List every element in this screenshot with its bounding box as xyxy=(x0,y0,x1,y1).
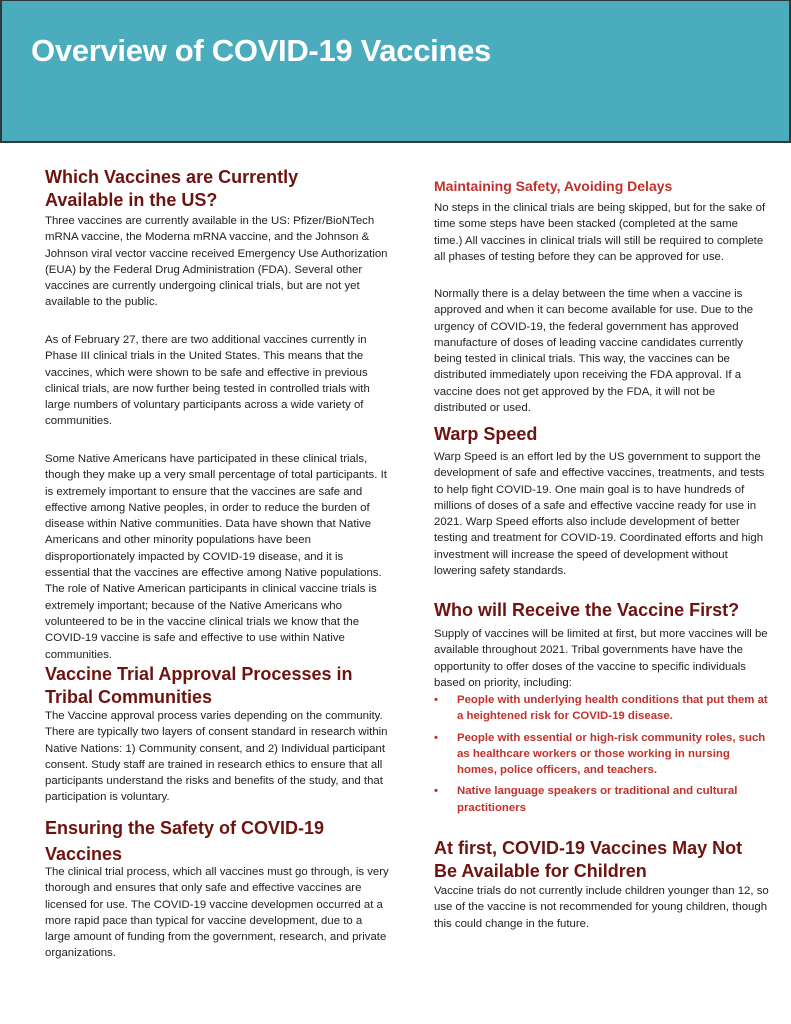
bullet-icon: • xyxy=(434,694,438,706)
warp-speed-para: Warp Speed is an effort led by the US government to support the development of safe and effective vaccines, treatments, and tests to help fight COVID-19. One main goal is to have hundreds of millions of doses of a safe and effective vaccine ready for use in 2021. Warp Speed efforts also include development of better testing and treatment for COVID-19. Coordinated efforts and high investment will increase the speed of development without lowering safety standards. xyxy=(434,451,765,578)
heading-warp-speed: Warp Speed xyxy=(434,424,538,444)
maintaining-safety-para-1: No steps in the clinical trials are being skipped, but for the sake of time some steps have been stacked (completed at the same time.) All vaccines in clinical trials will still be required to complete all phases of testing before they can be approved for use. xyxy=(434,202,766,263)
maintaining-safety-para-2: Normally there is a delay between the time when a vaccine is approved and when it can become available for use. Due to the urgency of COVID-19, the federal government has approved manufacture of doses of leading vaccine candidates currently being tested in clinical trials. This way, the vaccines can be distributed immediately upon receiving the FDA approval. If a vaccine does not get approved by the FDA, it will not be distributed or used. xyxy=(434,288,754,415)
priority-item: • People with underlying health conditions that put them at a heightened risk for COVID-19 disease. xyxy=(434,694,768,723)
heading-children: At first, COVID-19 Vaccines May Not Be Available for Children xyxy=(434,838,743,881)
heading-trial-approval: Vaccine Trial Approval Processes in Tribal Communities xyxy=(45,664,353,707)
priority-list xyxy=(434,692,769,821)
page-title: Overview of COVID-19 Vaccines xyxy=(31,33,491,68)
priority-item: • People with essential or high-risk community roles, such as healthcare workers or those working in nursing homes, police officers, and teachers. xyxy=(434,731,766,777)
priority-item: • Native language speakers or traditional and cultural practitioners xyxy=(434,785,738,814)
which-vaccines-para-2: As of February 27, there are two additional vaccines currently in Phase III clinical trials in the United States. This means that the vaccines, which were shown to be safe and effective in previous clinical trials, are now further being tested in controlled trials with large numbers of voluntary participants across a wide variety of communities. xyxy=(45,334,370,428)
heading-ensuring-safety: Ensuring the Safety of COVID-19 Vaccines xyxy=(45,818,325,864)
ensuring-safety-para: The clinical trial process, which all vaccines must go through, is very thorough and ensures that only safe and effective vaccines are licensed for use. The COVID-19 vaccine developmen occurred at a more rapid pace than typical for vaccine development, due to a large amount of funding from the government, research, and private organizations. xyxy=(45,866,389,960)
who-first-para: Supply of vaccines will be limited at first, but more vaccines will be available throughout 2021. Tribal governments have have the opportunity to offer doses of the vaccine to specific individuals based on priority, including: xyxy=(434,628,768,689)
which-vaccines-para-3: Some Native Americans have participated in these clinical trials, though they make up a very small percentage of total participants. It is extremely important to ensure that the vaccines are safe and effective among Native peoples, in order to reduce the burden of disease within Native communities. Data have shown that Native Americans and other minority populations have been disproportionately impacted by COVID-19 disease, and it is essential that the vaccines are effective among Native populations. The role of Native American participants in clinical vaccine trials is extremely important; because of the Native Americans who volunteered to be in the vaccine clinical trials we know that the COVID-19 vaccine is safe and effective to use within Native communities. xyxy=(45,453,387,661)
trial-approval-para: The Vaccine approval process varies depending on the community. There are typically two layers of consent standard in research within Native Nations: 1) Community consent, and 2) Individual participant consent. Study staff are trained in research ethics to ensure that all participants understand the risks and benefits of the study, and that participation is voluntary. xyxy=(45,710,388,804)
children-para: Vaccine trials do not currently include children younger than 12, so use of the vaccine is not recommended for young children, though this could change in the future. xyxy=(434,885,769,930)
which-vaccines-para-1: Three vaccines are currently available in the US: Pfizer/BioNTech mRNA vaccine, the Moderna mRNA vaccine, and the Johnson & Johnson viral vector vaccine received Emergency Use Authorization (EUA) by the Federal Drug Administration (FDA). Several other vaccines are currently undergoing clinical trials, but are not yet available to the public. xyxy=(45,215,388,309)
bullet-icon: • xyxy=(434,785,438,798)
heading-which-vaccines: Which Vaccines are Currently Available in the US? xyxy=(45,167,299,210)
heading-maintaining-safety: Maintaining Safety, Avoiding Delays xyxy=(434,178,673,194)
bullet-icon: • xyxy=(434,731,438,744)
heading-who-first: Who will Receive the Vaccine First? xyxy=(434,600,740,620)
title-banner xyxy=(0,0,791,143)
